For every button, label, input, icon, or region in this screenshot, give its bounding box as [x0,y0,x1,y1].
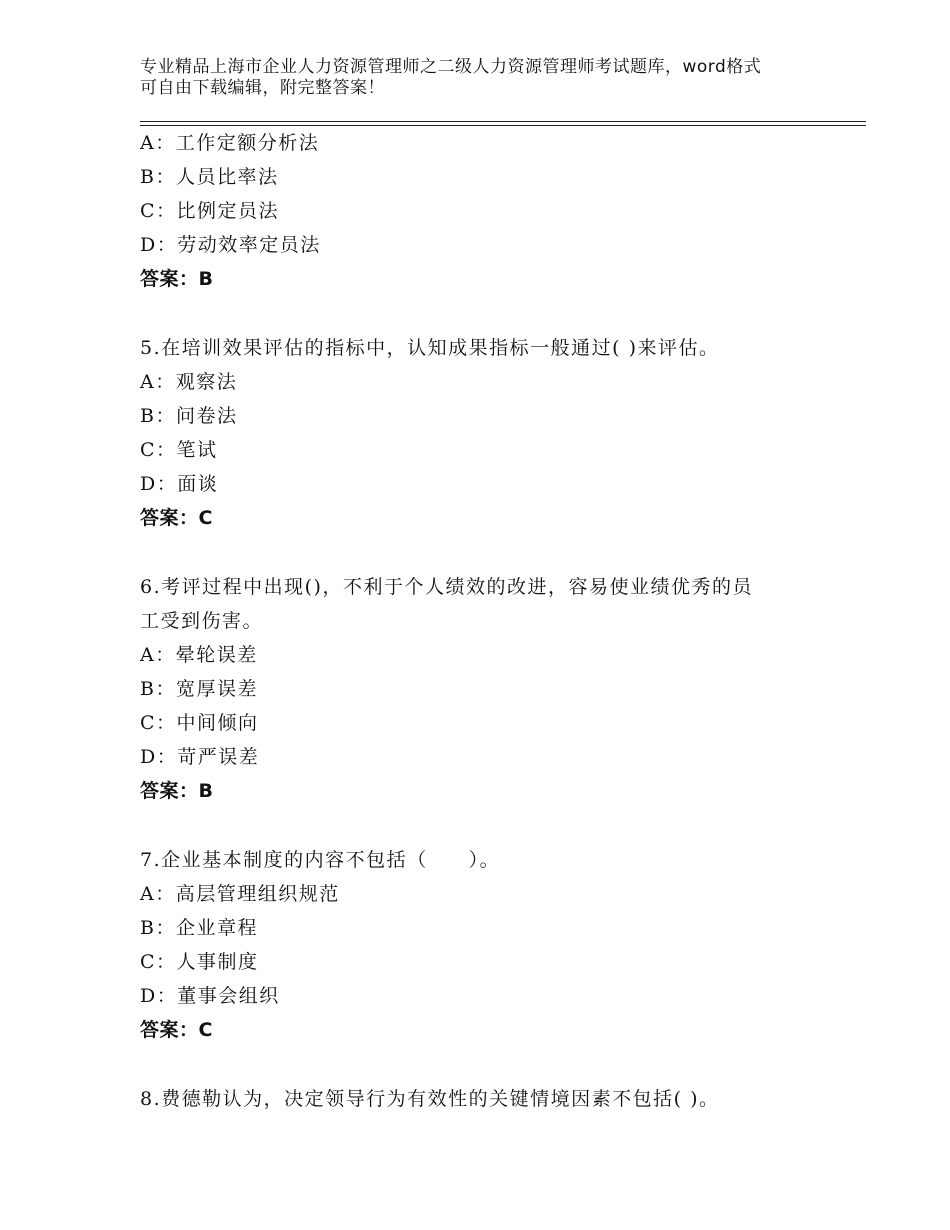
option-b: B：企业章程 [140,917,258,939]
question-block-7 [140,843,840,1047]
question-stem: 8.费德勒认为，决定领导行为有效性的关键情境因素不包括( )。 [140,1088,720,1110]
option-b: B：宽厚误差 [140,678,258,700]
question-block-6 [140,570,840,808]
question-stem: 6.考评过程中出现()，不利于个人绩效的改进，容易使业绩优秀的员 [140,576,753,598]
option-d: D：董事会组织 [140,985,280,1007]
option-b: B：问卷法 [140,405,238,427]
question-stem: 7.企业基本制度的内容不包括（ ）。 [140,849,501,871]
option-d: D：苛严误差 [140,746,260,768]
question-stem: 5.在培训效果评估的指标中，认知成果指标一般通过( )来评估。 [140,337,720,359]
spacer [140,296,840,331]
option-d: D：劳动效率定员法 [140,234,321,256]
question-list [140,126,840,1116]
option-c: C：笔试 [140,439,218,461]
answer-line: 答案：B [140,268,214,290]
option-b: B：人员比率法 [140,166,279,188]
option-a: A：工作定额分析法 [140,132,320,154]
option-d: D：面谈 [140,473,219,495]
option-c: C：人事制度 [140,951,259,973]
answer-line: 答案：C [140,1019,213,1041]
question-block-5 [140,331,840,535]
question-stem-continued: 工受到伤害。 [140,610,264,632]
option-c: C：中间倾向 [140,712,259,734]
answer-line: 答案：B [140,780,214,802]
header-rule-top [140,121,866,122]
header-line-2: 可自由下载编辑，附完整答案！ [140,78,385,98]
spacer [140,808,840,843]
header-line-1: 专业精品上海市企业人力资源管理师之二级人力资源管理师考试题库，word格式 [140,57,762,77]
option-c: C：比例定员法 [140,200,280,222]
option-a: A：高层管理组织规范 [140,883,340,905]
question-block-4 [140,126,840,296]
question-block-8 [140,1082,840,1116]
option-a: A：晕轮误差 [140,644,258,666]
spacer [140,1047,840,1082]
option-a: A：观察法 [140,371,238,393]
spacer [140,535,840,570]
answer-line: 答案：C [140,507,213,529]
document-header [140,57,820,99]
